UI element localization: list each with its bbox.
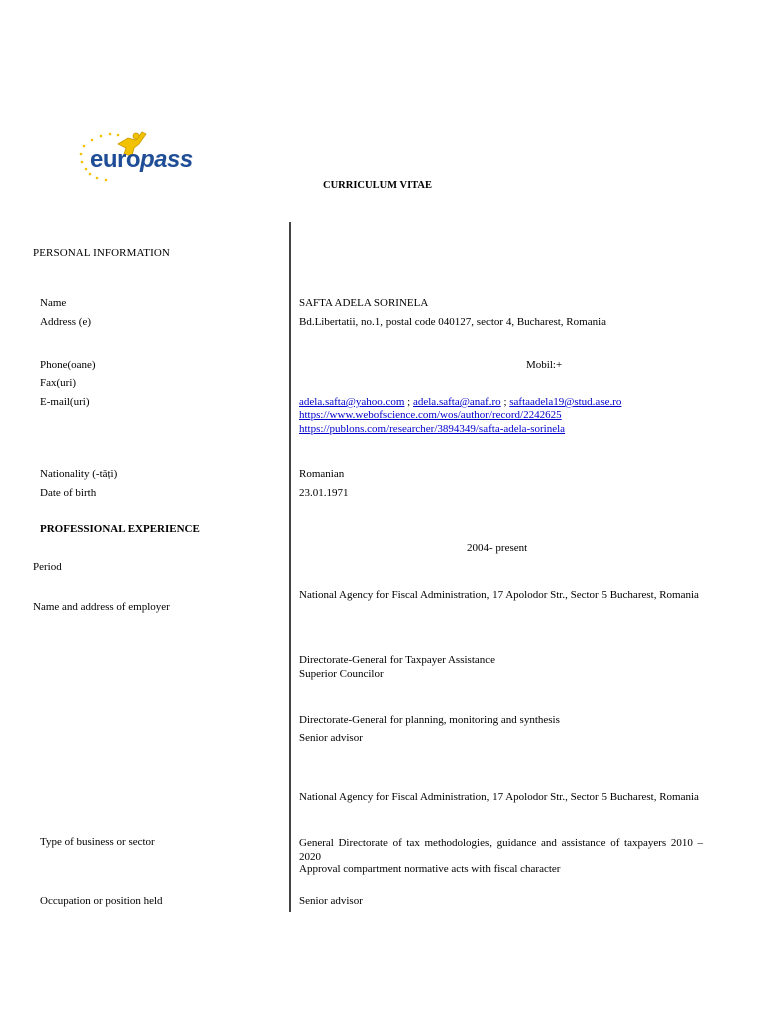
occupation-value: Senior advisor (299, 895, 363, 907)
email-label: E-mail(uri) (40, 396, 90, 408)
department-1-position: Superior Councilor (299, 668, 384, 680)
name-value: SAFTA ADELA SORINELA (299, 297, 429, 309)
period-label: Period (33, 561, 62, 573)
phone-value: Mobil:+ (526, 359, 563, 371)
europass-logo (76, 124, 193, 184)
email-link-stud[interactable]: saftaadela19@stud.ase.ro (509, 396, 622, 408)
email-link-anaf[interactable]: adela.safta@anaf.ro (412, 396, 501, 408)
business-sector-label: Type of business or sector (40, 836, 155, 848)
department-2-name: Directorate-General for planning, monitoring and synthesis (299, 714, 560, 726)
department-2-position: Senior advisor (299, 732, 363, 744)
email-link-yahoo[interactable]: adela.safta@yahoo.com (299, 396, 405, 408)
nationality-value: Romanian (299, 468, 345, 480)
address-value: Bd.Libertatii, no.1, postal code 040127, sector 4, Bucharest, Romania (299, 316, 607, 328)
webofscience-link[interactable]: https://www.webofscience.com/wos/author/record/2242625 (299, 409, 562, 421)
date-of-birth-label: Date of birth (40, 487, 97, 499)
employer-2-value: National Agency for Fiscal Administration, 17 Apolodor Str., Sector 5 Bucharest, Romania (299, 791, 699, 803)
employer-label: Name and address of employer (33, 601, 170, 613)
document-title: CURRICULUM VITAE (323, 180, 432, 191)
europass-wordmark: europass (90, 146, 193, 173)
professional-experience-heading: PROFESSIONAL EXPERIENCE (40, 523, 200, 535)
nationality-label: Nationality (-tăți) (40, 468, 118, 480)
business-sector-detail: Approval compartment normative acts with fiscal character (299, 863, 561, 875)
period-value: 2004- present (467, 542, 528, 554)
personal-information-heading: PERSONAL INFORMATION (33, 247, 170, 259)
name-label: Name (40, 297, 67, 309)
phone-label: Phone(oane) (40, 359, 96, 371)
email-separator: ; (500, 396, 510, 408)
column-divider (289, 222, 291, 912)
email-separator: ; (404, 396, 413, 408)
business-sector-value: General Directorate of tax methodologies, guidance and assistance of taxpayers 2010 – 2020 (299, 837, 703, 863)
address-label: Address (e) (40, 316, 92, 328)
publons-link[interactable]: https://publons.com/researcher/3894349/safta-adela-sorinela (299, 423, 566, 435)
fax-label: Fax(uri) (40, 377, 77, 389)
email-values (299, 396, 621, 408)
department-1-name: Directorate-General for Taxpayer Assistance (299, 654, 496, 666)
date-of-birth-value: 23.01.1971 (299, 487, 349, 499)
occupation-label: Occupation or position held (40, 895, 163, 907)
employer-value: National Agency for Fiscal Administration, 17 Apolodor Str., Sector 5 Bucharest, Romania (299, 589, 699, 601)
